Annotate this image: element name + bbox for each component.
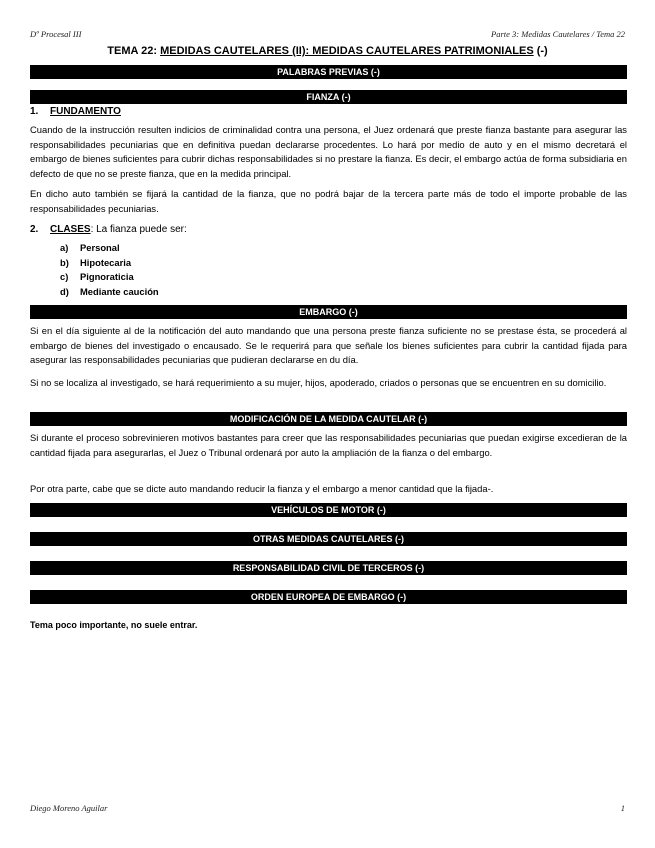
modificacion-paragraph-1: Si durante el proceso sobrevinieren motivos bastantes para creer que las responsabilidades pecuniarias que puedan exigirse excedieran de la cantidad fijada para asegurarlas, el Juez o Tribunal ordenará por auto la ampliación de la fianza o del embargo.: [30, 432, 627, 458]
list-text: Pignoraticia: [80, 271, 134, 282]
fianza-paragraph-2: En dicho auto también se fijará la cantidad de la fianza, que no podrá bajar de la tercera parte más de todo el importe probable de las responsabilidades pecuniarias.: [30, 188, 627, 214]
list-letter: c): [60, 271, 69, 282]
fianza-section-1-title: [30, 106, 121, 117]
list-item: [60, 241, 159, 256]
section-heading-rest: : La fianza puede ser:: [90, 224, 187, 235]
fianza-paragraph-1: Cuando de la instrucción resulten indicios de criminalidad contra una persona, el Juez ordenará que preste fianza bastante para asegurar las responsabilidades pecuniarias que en definitiva puedan declararse procedentes. Lo hará por medio de auto y en el mismo decretará el embargo de bienes suficientes para cubrir dichas responsabilidades si no prestare la fianza. Es decir, el embargo actúa de forma subsidiaria en defecto de que no se preste fianza, que en la medida principal.: [30, 124, 627, 179]
header-left: Dº Procesal III: [30, 29, 82, 39]
section-number: 2.: [30, 224, 39, 235]
list-text: Mediante caución: [80, 285, 159, 297]
modificacion-paragraph-2: Por otra parte, cabe que se dicte auto mandando reducir la fianza y el embargo a menor cantidad que la fijada-.: [30, 483, 494, 494]
title-main: MEDIDAS CAUTELARES (II): MEDIDAS CAUTELARES PATRIMONIALES: [160, 45, 534, 57]
section-bar-fianza: FIANZA (-): [30, 90, 627, 104]
embargo-paragraph-2: Si no se localiza al investigado, se hará requerimiento a su mujer, hijos, apoderado, criados o personas que se encuentren en su domicilio.: [30, 377, 607, 388]
clases-list: [60, 241, 159, 299]
section-bar-embargo: EMBARGO (-): [30, 305, 627, 319]
footer-author: Diego Moreno Aguilar: [30, 803, 108, 813]
section-heading: FUNDAMENTO: [50, 106, 121, 117]
embargo-paragraph-1: Si en el día siguiente al de la notificación del auto mandando que una persona preste fianza suficiente no se prestase ésta, se procederá al embargo de bienes del investigado o encausado. Se le requerirá para que señale los bienes suficientes para cubrir la cantidad fijada para asegurar las responsabilidades pecuniarias que pudieran declararse en du día.: [30, 325, 627, 365]
section-bar-modificacion: MODIFICACIÓN DE LA MEDIDA CAUTELAR (-): [30, 412, 627, 426]
list-letter: a): [60, 242, 69, 253]
list-text: Hipotecaria: [80, 256, 132, 268]
section-bar-orden: ORDEN EUROPEA DE EMBARGO (-): [30, 590, 627, 604]
list-text: Personal: [80, 242, 120, 253]
list-letter: d): [60, 285, 69, 297]
section-number: 1.: [30, 106, 39, 117]
list-item: [60, 285, 159, 300]
list-item: [60, 256, 159, 271]
fianza-section-2-title: [30, 224, 187, 235]
section-bar-palabras-previas: PALABRAS PREVIAS (-): [30, 65, 627, 79]
page-title: [0, 45, 655, 57]
header-right: Parte 3: Medidas Cautelares / Tema 22: [491, 29, 625, 39]
title-suffix: (-): [533, 45, 548, 57]
section-heading: CLASES: [50, 224, 91, 235]
title-prefix: TEMA 22:: [107, 45, 161, 57]
closing-note: Tema poco importante, no suele entrar.: [30, 620, 198, 630]
section-bar-vehiculos: VEHÍCULOS DE MOTOR (-): [30, 503, 627, 517]
footer-page-number: 1: [620, 803, 625, 813]
section-bar-otras: OTRAS MEDIDAS CAUTELARES (-): [30, 532, 627, 546]
list-letter: b): [60, 256, 69, 268]
list-item: [60, 270, 159, 285]
section-bar-responsabilidad: RESPONSABILIDAD CIVIL DE TERCEROS (-): [30, 561, 627, 575]
